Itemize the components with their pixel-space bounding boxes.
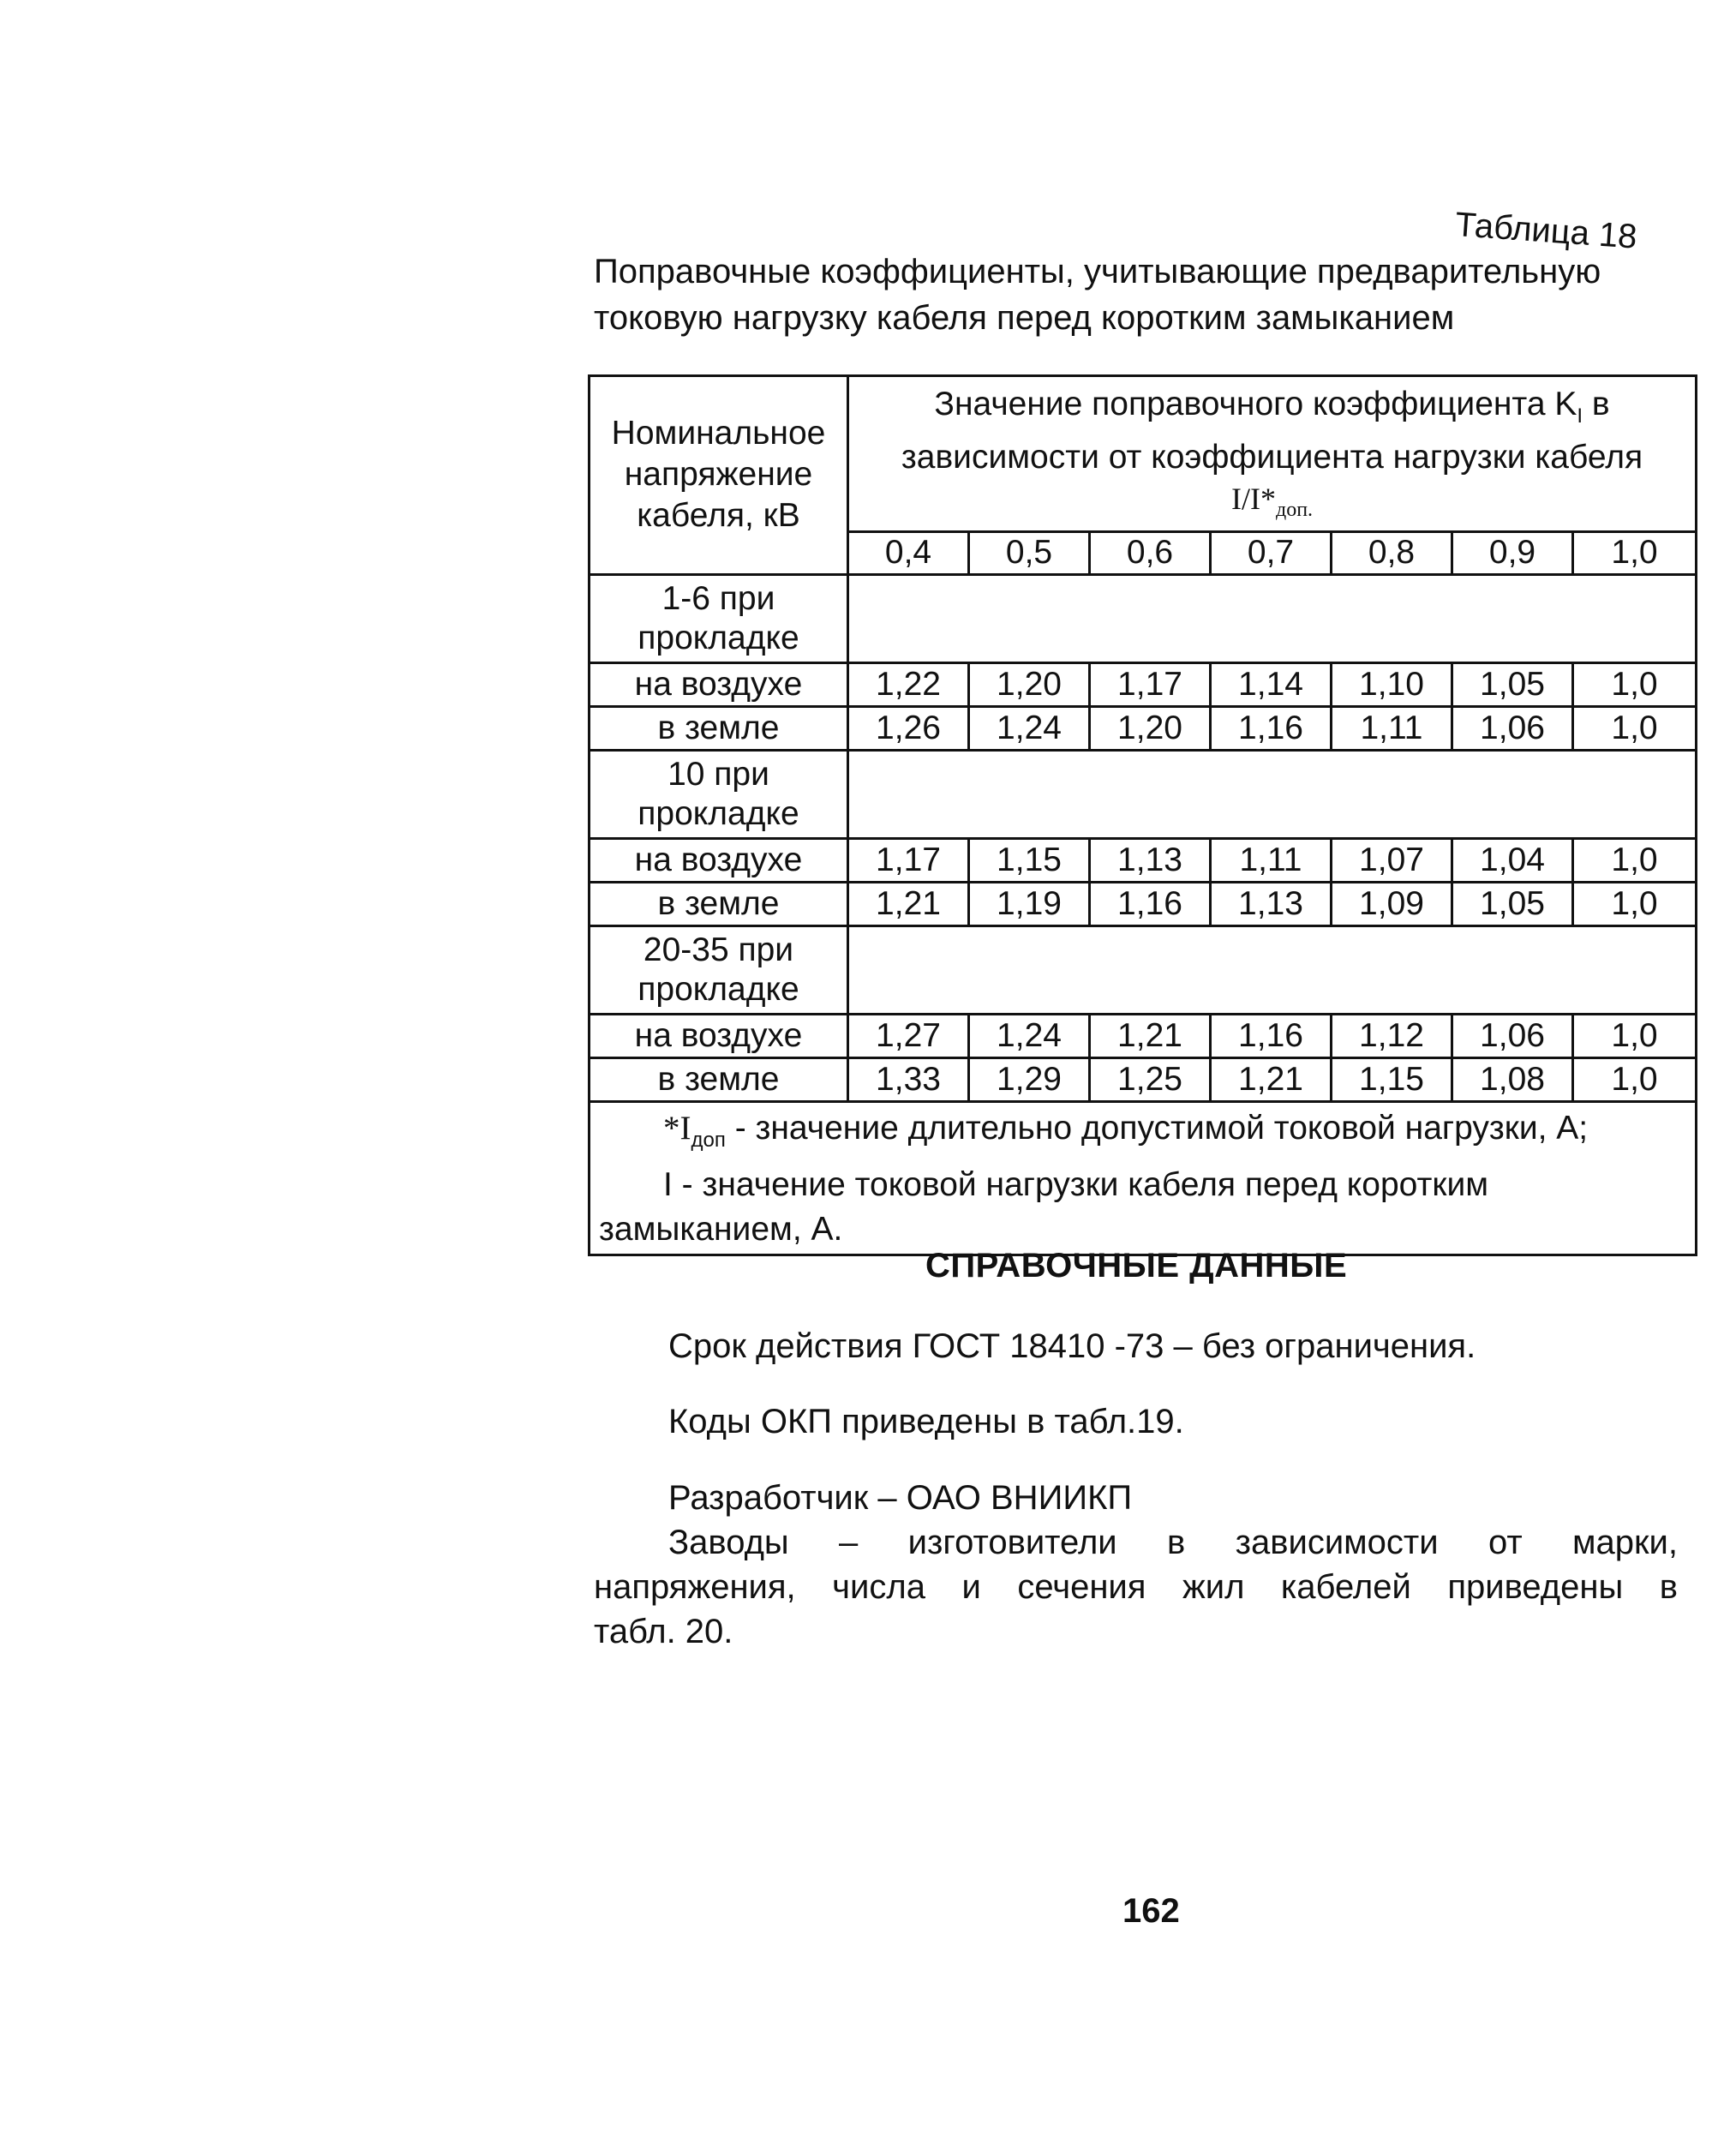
group-empty-cell [848, 750, 1697, 838]
table-note-row [590, 1101, 1697, 1255]
table-row [590, 882, 1697, 925]
table-cell: 1,26 [848, 706, 969, 750]
group-row [590, 925, 1697, 1014]
table-row [590, 1057, 1697, 1101]
caption-line-1: Поправочные коэффициенты, учитывающие предварительную [594, 253, 1601, 290]
section-title: СПРАВОЧНЫЕ ДАННЫЕ [925, 1247, 1348, 1285]
table-cell: 1,16 [1090, 882, 1211, 925]
table-cell: 1,33 [848, 1057, 969, 1101]
paragraph-manufacturers [594, 1520, 1678, 1654]
table-cell: 1,20 [969, 662, 1090, 706]
table-cell: 1,06 [1452, 706, 1573, 750]
table-cell: 1,11 [1332, 706, 1452, 750]
row-label: на воздухе [590, 1014, 848, 1057]
caption-line-2: токовую нагрузку кабеля перед коротким замыканием [594, 299, 1455, 337]
page-number: 162 [1122, 1892, 1180, 1930]
group-label: 10 при прокладке [590, 750, 848, 838]
table-cell: 1,27 [848, 1014, 969, 1057]
table-cell: 1,0 [1573, 1014, 1697, 1057]
row-label: в земле [590, 1057, 848, 1101]
table-cell: 1,29 [969, 1057, 1090, 1101]
table-cell: 1,06 [1452, 1014, 1573, 1057]
paragraph-validity: Срок действия ГОСТ 18410 -73 – без ограничения. [668, 1327, 1476, 1365]
header-formula [1231, 481, 1314, 521]
coefficient-table-wrapper [588, 374, 1695, 1256]
table-cell: 1,0 [1573, 662, 1697, 706]
row-label: на воздухе [590, 662, 848, 706]
table-cell: 1,12 [1332, 1014, 1452, 1057]
table-cell: 1,22 [848, 662, 969, 706]
table-cell: 1,19 [969, 882, 1090, 925]
table-cell: 1,25 [1090, 1057, 1211, 1101]
group-label: 1-6 при прокладке [590, 574, 848, 662]
table-cell: 1,16 [1211, 706, 1332, 750]
table-cell: 1,04 [1452, 838, 1573, 882]
table-cell: 1,09 [1332, 882, 1452, 925]
note-symbol: *I [663, 1109, 691, 1147]
table-cell: 1,0 [1573, 1057, 1697, 1101]
header-value-text: Значение поправочного коэффициента K [934, 386, 1577, 422]
table-cell: 1,15 [969, 838, 1090, 882]
table-number-label: Таблица 18 [1453, 206, 1638, 256]
column-header: 0,6 [1090, 531, 1211, 574]
formula-subscript: доп. [1275, 498, 1314, 521]
note-line-3: замыканием, А. [599, 1210, 843, 1248]
table-caption [594, 249, 1665, 341]
manufacturers-line-2: напряжения, числа и сечения жил кабелей приведены в [594, 1568, 1678, 1606]
table-cell: 1,24 [969, 706, 1090, 750]
group-row [590, 750, 1697, 838]
table-cell: 1,20 [1090, 706, 1211, 750]
header-coefficient-value [848, 376, 1697, 532]
paragraph-developer: Разработчик – ОАО ВНИИКП [668, 1479, 1133, 1517]
column-header: 0,9 [1452, 531, 1573, 574]
table-cell: 1,15 [1332, 1057, 1452, 1101]
table-cell: 1,0 [1573, 706, 1697, 750]
column-header: 0,5 [969, 531, 1090, 574]
table-cell: 1,07 [1332, 838, 1452, 882]
table-cell: 1,13 [1090, 838, 1211, 882]
header-value-subscript: I [1577, 404, 1583, 428]
table-cell: 1,17 [1090, 662, 1211, 706]
paragraph-okp-codes: Коды ОКП приведены в табл.19. [668, 1403, 1184, 1440]
column-header: 1,0 [1573, 531, 1697, 574]
group-empty-cell [848, 925, 1697, 1014]
table-row [590, 1014, 1697, 1057]
table-row [590, 706, 1697, 750]
table-cell: 1,11 [1211, 838, 1332, 882]
header-value-tail: в зависимости от коэффициента нагрузки кабеля [901, 386, 1643, 476]
table-cell: 1,14 [1211, 662, 1332, 706]
table-cell: 1,0 [1573, 838, 1697, 882]
manufacturers-line-1: Заводы – изготовители в зависимости от марки, [668, 1524, 1678, 1561]
note-line-1-text: - значение длительно допустимой токовой нагрузки, А; [725, 1109, 1589, 1147]
table-cell: 1,21 [848, 882, 969, 925]
group-empty-cell [848, 574, 1697, 662]
table-cell: 1,21 [1090, 1014, 1211, 1057]
table-cell: 1,08 [1452, 1057, 1573, 1101]
row-label: в земле [590, 882, 848, 925]
table-row [590, 838, 1697, 882]
table-cell: 1,24 [969, 1014, 1090, 1057]
manufacturers-line-3: табл. 20. [594, 1613, 733, 1650]
note-line-2: I - значение токовой нагрузки кабеля перед коротким [663, 1165, 1489, 1203]
group-row [590, 574, 1697, 662]
note-line-1 [599, 1106, 1686, 1163]
column-header: 0,4 [848, 531, 969, 574]
table-cell: 1,17 [848, 838, 969, 882]
table-cell: 1,21 [1211, 1057, 1332, 1101]
coefficient-table [588, 374, 1697, 1256]
row-label: в земле [590, 706, 848, 750]
table-row [590, 662, 1697, 706]
table-cell: 1,10 [1332, 662, 1452, 706]
group-label: 20-35 при прокладке [590, 925, 848, 1014]
column-header: 0,7 [1211, 531, 1332, 574]
table-cell: 1,05 [1452, 662, 1573, 706]
note-symbol-subscript: доп [691, 1128, 726, 1152]
table-cell: 1,16 [1211, 1014, 1332, 1057]
table-cell: 1,05 [1452, 882, 1573, 925]
row-label: на воздухе [590, 838, 848, 882]
formula-main: I/I* [1231, 481, 1276, 516]
column-header: 0,8 [1332, 531, 1452, 574]
table-cell: 1,0 [1573, 882, 1697, 925]
header-nominal-voltage: Номинальное напряжение кабеля, кВ [590, 376, 848, 575]
table-note [590, 1101, 1697, 1255]
table-cell: 1,13 [1211, 882, 1332, 925]
